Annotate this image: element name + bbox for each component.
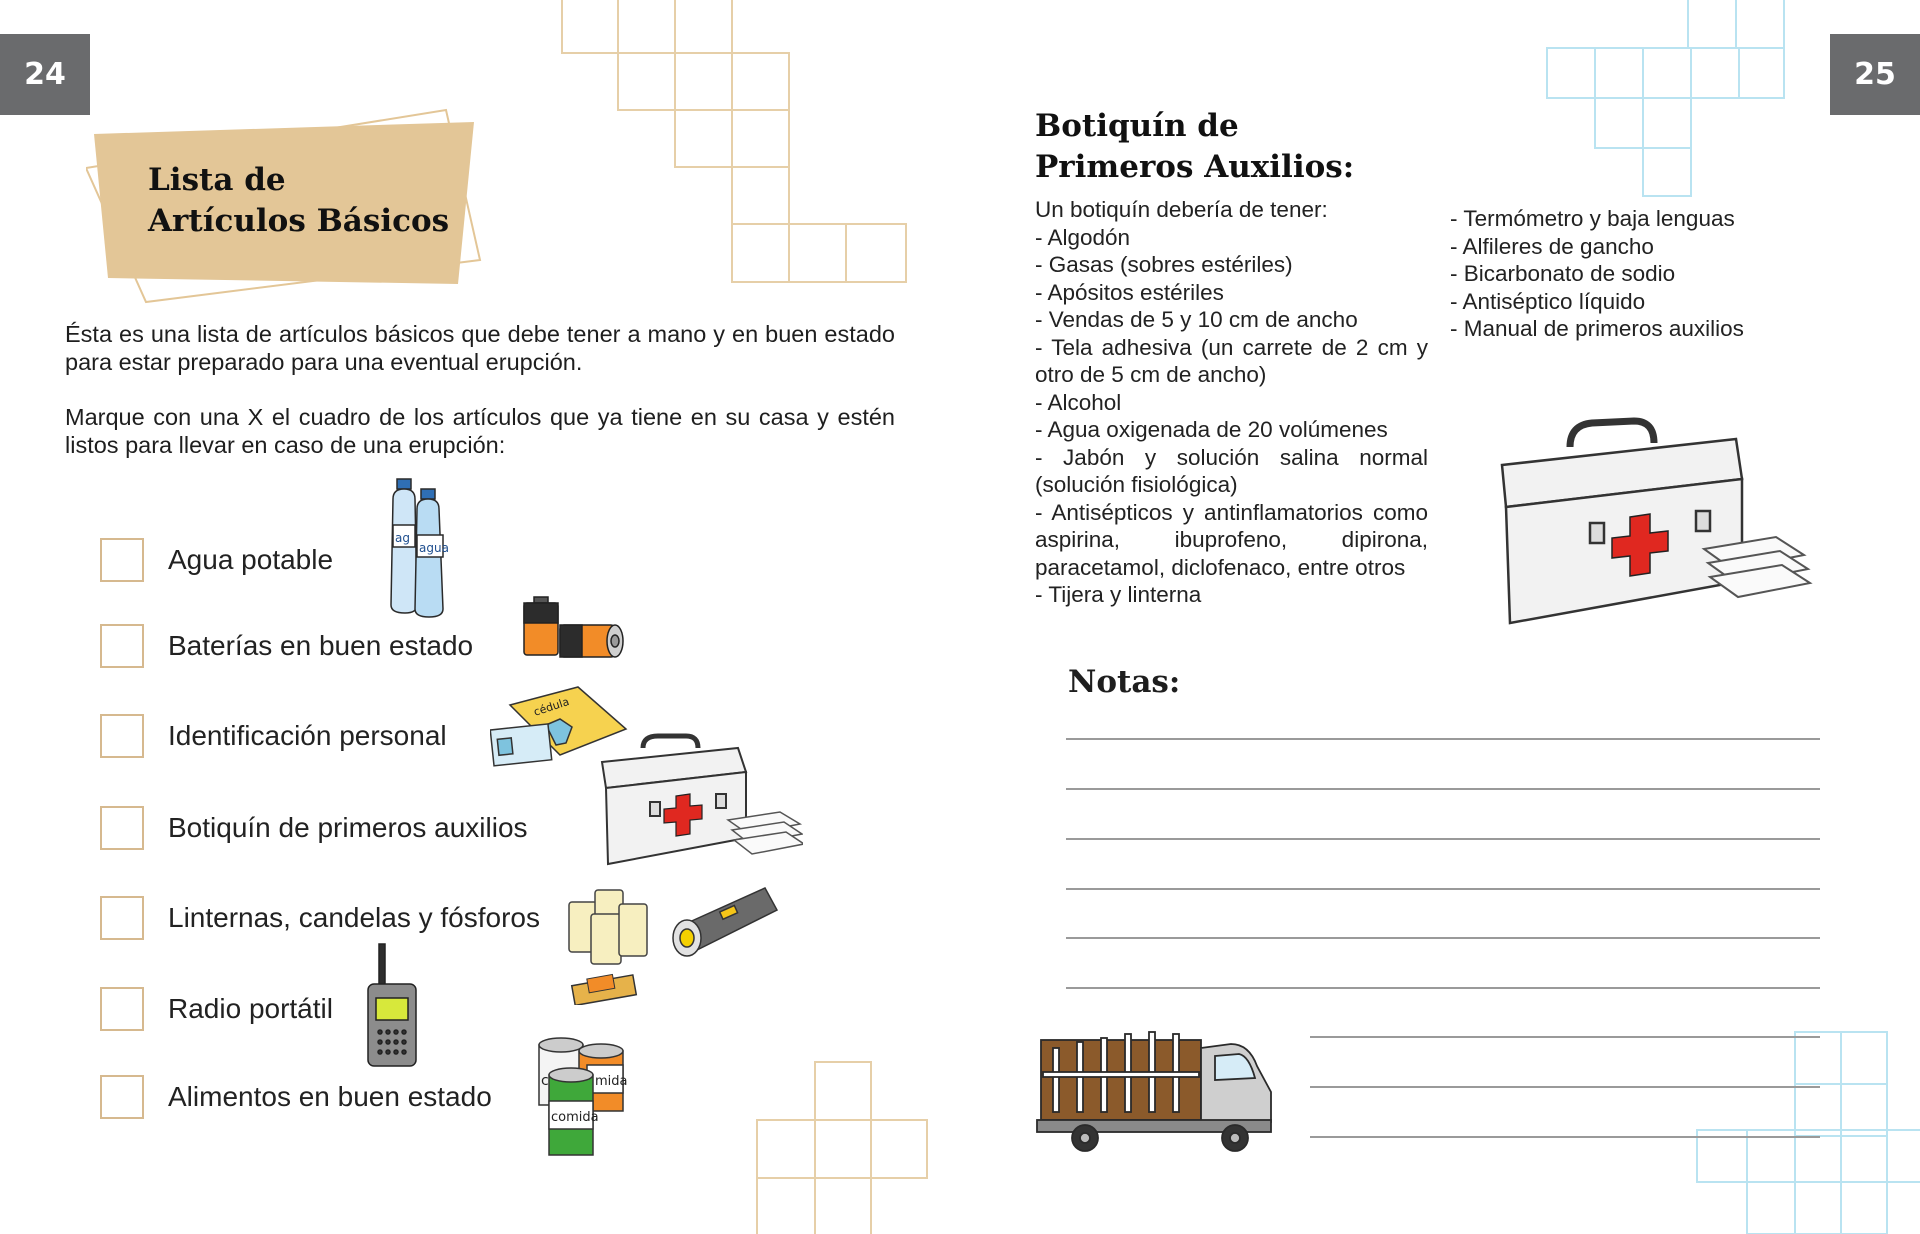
kit-list-item: - Tijera y linterna: [1035, 582, 1202, 607]
right-title-line1: Botiquín de: [1035, 108, 1239, 144]
kit-list-item: - Jabón y solución salina normal (solución fisiológica): [1035, 444, 1428, 497]
note-line[interactable]: [1310, 1086, 1820, 1088]
kit-list-item: - Agua oxigenada de 20 volúmenes: [1035, 417, 1388, 442]
intro-paragraph: Ésta es una lista de artículos básicos que debe tener a mano y en buen estado para estar preparado para una eventual erupción.: [65, 321, 895, 375]
checklist-item-botiquin[interactable]: [100, 804, 528, 852]
kit-list-item: - Antiséptico líquido: [1450, 288, 1646, 314]
kit-list-intro: Un botiquín debería de tener:: [1035, 197, 1328, 222]
kit-list-item: - Alfileres de gancho: [1450, 233, 1654, 259]
checkbox[interactable]: [100, 896, 144, 940]
bottle-label-1: ag: [395, 531, 410, 545]
checkbox[interactable]: [100, 1075, 144, 1119]
note-line[interactable]: [1066, 888, 1820, 890]
decorative-grid-top-left: [560, 0, 910, 290]
decorative-grid-bottom-left: [755, 1060, 930, 1234]
id-card-label: cédula: [532, 695, 571, 719]
notes-title: Notas:: [1068, 664, 1181, 700]
kit-list-item: - Bicarbonato de sodio: [1450, 261, 1676, 286]
checklist-label: Identificación personal: [168, 720, 447, 751]
note-line[interactable]: [1066, 738, 1820, 740]
can-label-2: mida: [595, 1074, 628, 1089]
bottle-label-2: agua: [419, 541, 449, 555]
checklist-item-identificacion[interactable]: [100, 712, 447, 760]
note-line[interactable]: [1066, 937, 1820, 939]
checklist-item-agua[interactable]: [100, 536, 334, 584]
page-number-left: 24: [0, 34, 90, 115]
checklist-label: Alimentos en buen estado: [168, 1081, 492, 1112]
note-line[interactable]: [1066, 788, 1820, 790]
kit-list-item: - Tela adhesiva (un carrete de 2 cm y otro de 5 cm de ancho): [1035, 334, 1428, 387]
first-aid-kit-large-icon: [1498, 415, 1818, 625]
checklist-label: Botiquín de primeros auxilios: [168, 812, 528, 843]
truck-icon: [1035, 1012, 1280, 1154]
page-number-right: 25: [1830, 34, 1920, 115]
kit-list-item: - Termómetro y baja lenguas: [1450, 206, 1735, 231]
canned-food-icon: [535, 1035, 635, 1170]
instruction-paragraph: Marque con una X el cuadro de los artículos que ya tiene en su casa y estén listos para llevar en caso de una erupción:: [65, 404, 895, 458]
kit-list-item: - Manual de primeros auxilios: [1450, 316, 1744, 341]
first-aid-kit-icon: [598, 732, 803, 867]
decorative-grid-top-right: [1545, 0, 1795, 200]
checkbox[interactable]: [100, 624, 144, 668]
can-label-3: comida: [551, 1110, 599, 1125]
kit-list-item: - Vendas de 5 y 10 cm de ancho: [1035, 307, 1358, 332]
checklist-label: Agua potable: [168, 544, 334, 575]
checklist-item-alimentos[interactable]: [100, 1073, 492, 1121]
checklist-item-baterias[interactable]: [100, 622, 474, 670]
checkbox[interactable]: [100, 987, 144, 1031]
decorative-grid-bottom-right: [1695, 1030, 1920, 1234]
checkbox[interactable]: [100, 806, 144, 850]
left-page-title: [148, 160, 449, 242]
kit-list-item: - Apósitos estériles: [1035, 279, 1224, 305]
water-bottles-icon: [385, 475, 465, 620]
checklist-label: Radio portátil: [168, 993, 333, 1024]
checklist-item-linternas[interactable]: [100, 894, 540, 942]
left-title-line2: Artículos Básicos: [148, 203, 450, 239]
left-title-line1: Lista de: [148, 162, 286, 198]
checkbox[interactable]: [100, 538, 144, 582]
portable-radio-icon: [362, 940, 427, 1070]
flashlight-candles-icon: [565, 880, 795, 1005]
checkbox[interactable]: [100, 714, 144, 758]
can-label-1: c: [541, 1073, 549, 1089]
right-title-line2: Primeros Auxilios:: [1035, 149, 1355, 185]
kit-list-item: - Alcohol: [1035, 389, 1122, 415]
kit-list-item: - Antisépticos y antinflamatorios como aspirina, ibuprofeno, dipirona, paracetamol, diclofenaco, entre otros: [1035, 499, 1428, 580]
note-line[interactable]: [1066, 987, 1820, 989]
kit-list-column-2: [1450, 205, 1790, 343]
note-line[interactable]: [1310, 1036, 1820, 1038]
note-line[interactable]: [1066, 838, 1820, 840]
right-page-title: [1035, 106, 1354, 188]
note-line[interactable]: [1310, 1136, 1820, 1138]
checklist-item-radio[interactable]: [100, 985, 333, 1033]
batteries-icon: [520, 595, 630, 665]
kit-list-item: - Algodón: [1035, 224, 1131, 250]
checklist-label: Linternas, candelas y fósforos: [168, 902, 540, 933]
kit-list-column-1: [1035, 196, 1428, 609]
kit-list-item: - Gasas (sobres estériles): [1035, 252, 1293, 277]
checklist-label: Baterías en buen estado: [168, 630, 474, 661]
